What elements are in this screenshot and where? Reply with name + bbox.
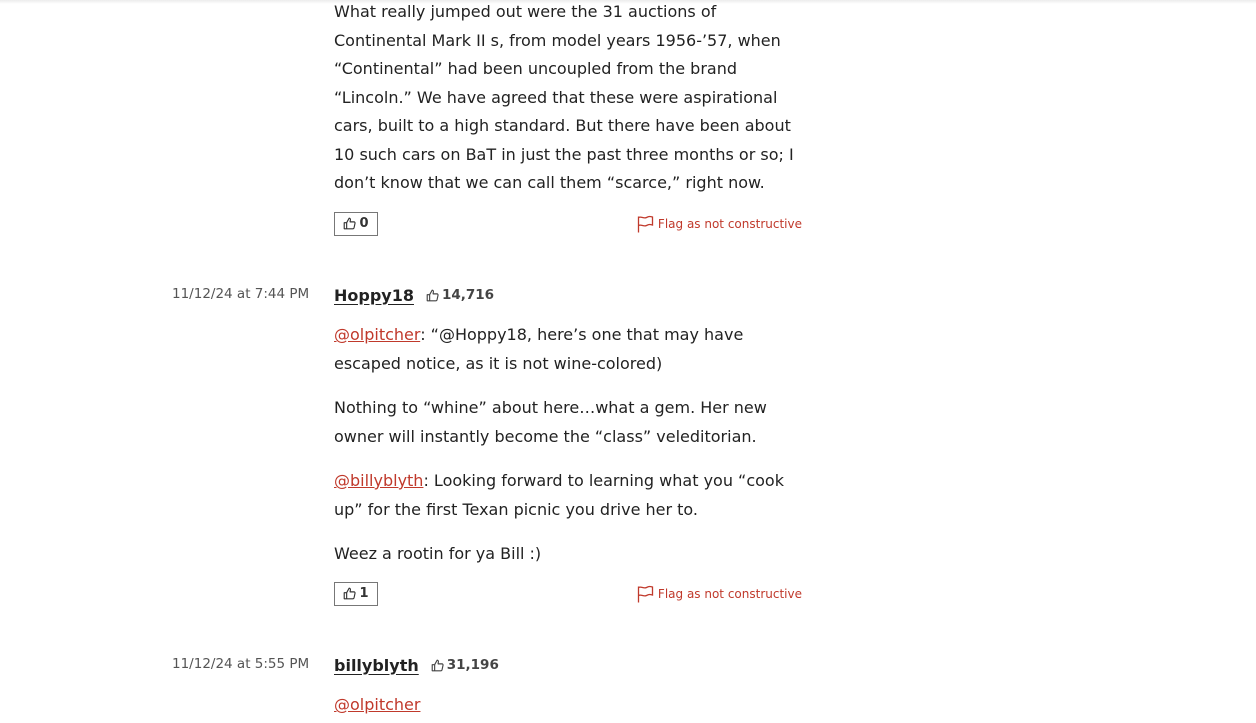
mention-link[interactable]: @billyblyth bbox=[334, 471, 424, 490]
reputation-count: 31,196 bbox=[446, 657, 499, 673]
like-count: 0 bbox=[359, 216, 369, 231]
comment-text-segment: : Looking forward to learning what you “cook up” for the first Texan picnic you drive her to. bbox=[334, 471, 784, 519]
author-link[interactable]: Hoppy18 bbox=[334, 285, 414, 305]
like-button[interactable] bbox=[334, 212, 378, 236]
flag-label: Flag as not constructive bbox=[657, 586, 802, 601]
reputation bbox=[431, 657, 499, 673]
flag-link[interactable] bbox=[637, 215, 802, 233]
mention-link[interactable]: @olpitcher bbox=[334, 695, 421, 714]
comment-actions bbox=[334, 212, 804, 238]
reputation-count: 14,716 bbox=[441, 287, 495, 303]
mention-link[interactable]: @olpitcher bbox=[334, 325, 421, 344]
comment-timestamp: 11/12/24 at 5:55 PM bbox=[172, 656, 310, 672]
comment-header bbox=[334, 654, 804, 676]
thumbs-up-icon bbox=[343, 217, 356, 230]
reputation bbox=[426, 287, 494, 303]
thumbs-up-icon bbox=[426, 289, 439, 302]
comment-text bbox=[334, 467, 804, 524]
comment-text: Weez a rootin for ya Bill :) bbox=[334, 544, 542, 563]
comment-text bbox=[334, 321, 804, 378]
comment-timestamp: 11/12/24 at 7:44 PM bbox=[172, 286, 310, 302]
flag-link[interactable] bbox=[637, 585, 802, 603]
comment-actions bbox=[334, 582, 804, 608]
flag-icon bbox=[637, 585, 654, 603]
flag-label: Flag as not constructive bbox=[657, 216, 802, 231]
comment-text: Nothing to “whine” about here…what a gem. Her new owner will instantly become the “class” veleditorian. bbox=[334, 398, 767, 446]
comment-body bbox=[334, 284, 804, 608]
thumbs-up-icon bbox=[431, 659, 444, 672]
author-link[interactable]: billyblyth bbox=[334, 655, 419, 675]
flag-icon bbox=[637, 215, 654, 233]
comment-text bbox=[334, 691, 804, 720]
like-count: 1 bbox=[359, 586, 369, 601]
comment-header bbox=[334, 284, 804, 306]
comment-body bbox=[334, 0, 804, 238]
like-button[interactable] bbox=[334, 582, 378, 606]
comment-text: What really jumped out were the 31 auctions of Continental Mark II s, from model years 1956-’57, when “Continental” had been uncoupled from the brand “Lincoln.” We have agreed that these were aspirational cars, built to a high standard. But there have been about 10 such cars on BaT in just the past three months or so; I don’t know that we can call them “scarce,” right now. bbox=[334, 2, 794, 192]
comment-text-segment: : “@Hoppy18, here’s one that may have escaped notice, as it is not wine-colored) bbox=[334, 325, 744, 373]
comment-body bbox=[334, 654, 804, 720]
thumbs-up-icon bbox=[343, 587, 356, 600]
